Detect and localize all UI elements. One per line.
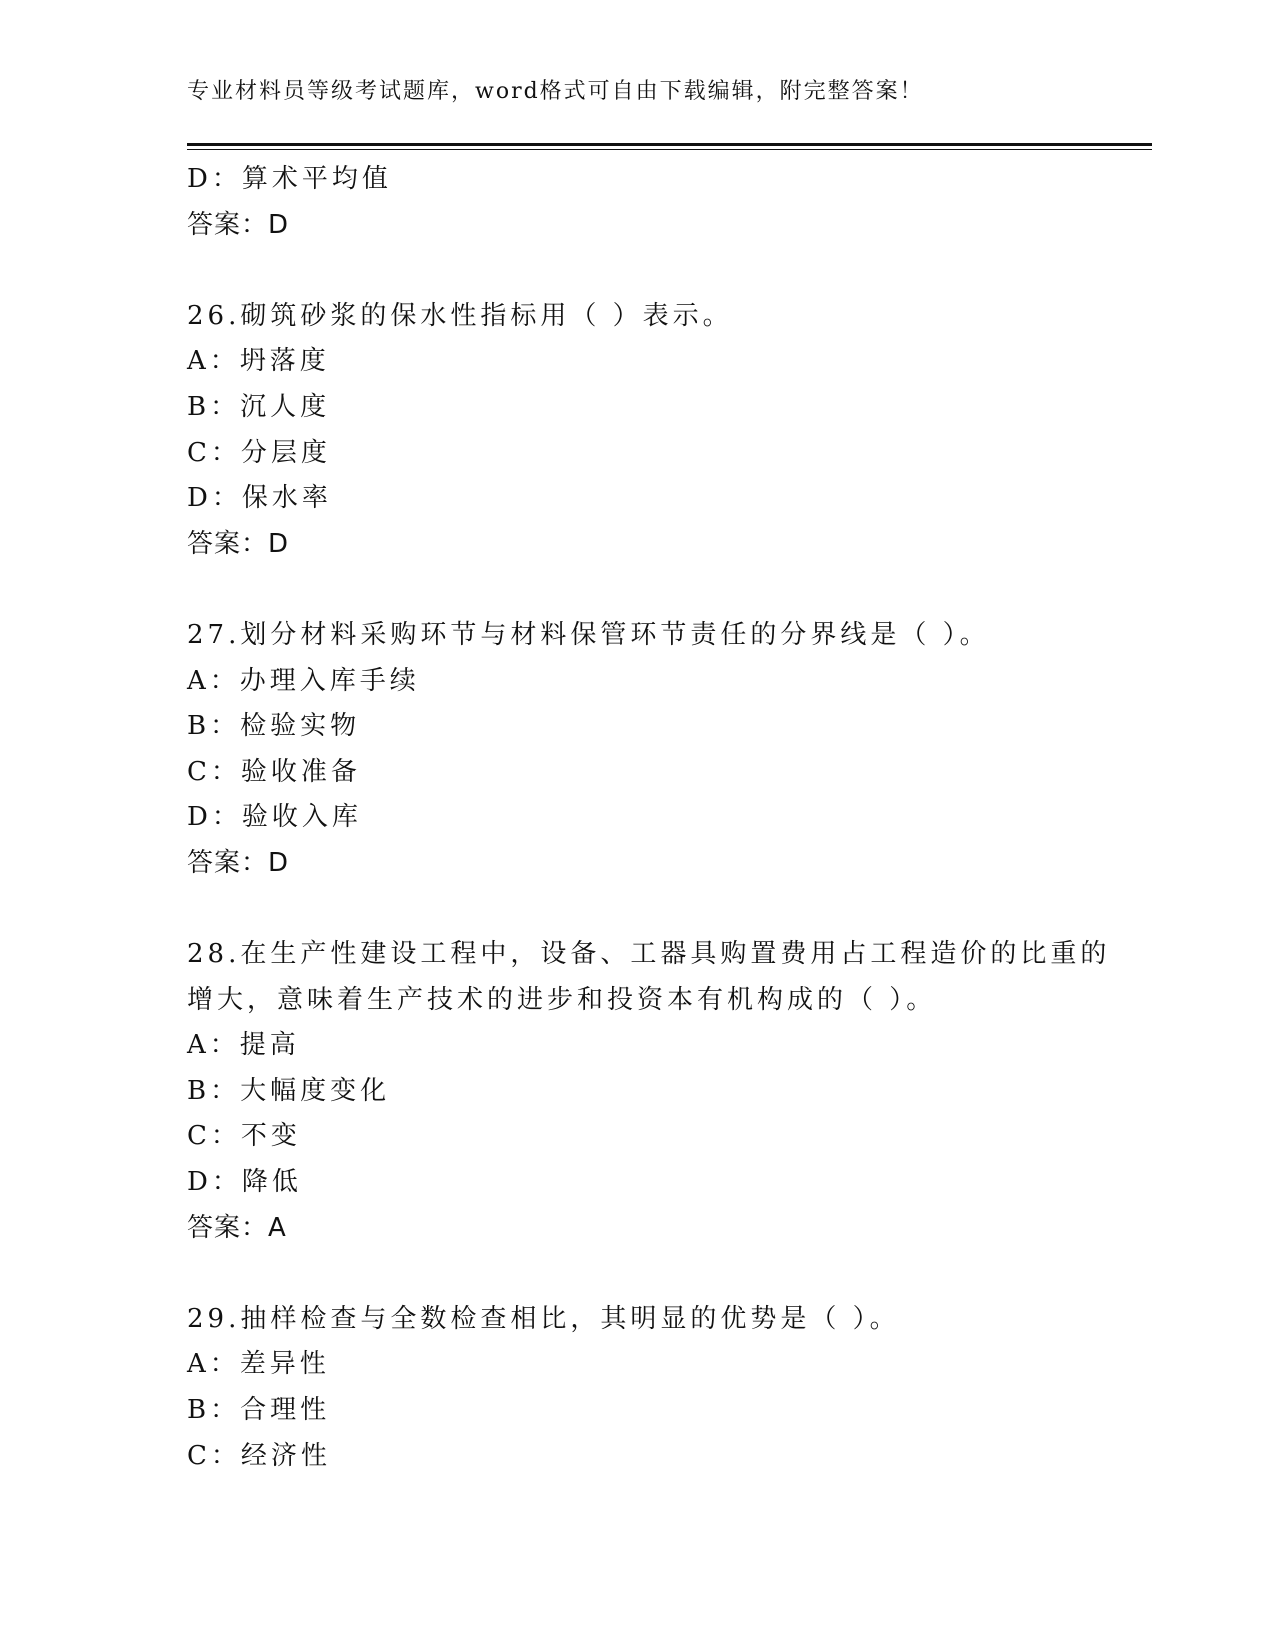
option-a: A：提高 xyxy=(187,1030,300,1061)
question-stem-line-1: 28.在生产性建设工程中，设备、工器具购置费用占工程造价的比重的 xyxy=(187,939,1111,970)
header-note: 专业材料员等级考试题库，word格式可自由下载编辑，附完整答案！ xyxy=(187,79,924,104)
option-c: C：不变 xyxy=(187,1121,301,1152)
question-list xyxy=(187,157,1111,1479)
option-d: D：算术平均值 xyxy=(187,164,392,194)
option-b: B：检验实物 xyxy=(187,711,361,742)
option-c: C：分层度 xyxy=(187,437,331,468)
option-b: B：合理性 xyxy=(187,1395,331,1426)
header-rule-thick xyxy=(187,143,1152,146)
option-a: A：坍落度 xyxy=(187,346,330,377)
option-a: A：办理入库手续 xyxy=(187,665,420,696)
option-a: A：差异性 xyxy=(187,1349,330,1380)
spacer xyxy=(187,248,1087,294)
option-c: C：经济性 xyxy=(187,1440,331,1471)
option-b: B：大幅度变化 xyxy=(187,1075,391,1106)
answer-line: 答案：D xyxy=(187,209,290,240)
question-stem: 26.砌筑砂浆的保水性指标用（ ）表示。 xyxy=(187,300,733,331)
header-rule-thin xyxy=(187,149,1152,150)
answer-line: 答案：A xyxy=(187,1212,287,1243)
option-d: D：保水率 xyxy=(187,483,332,514)
question-stem: 29.抽样检查与全数检查相比，其明显的优势是（ ）。 xyxy=(187,1303,900,1334)
option-b: B：沉人度 xyxy=(187,391,331,422)
spacer xyxy=(187,1251,1087,1297)
spacer xyxy=(187,887,1087,933)
option-d: D：验收入库 xyxy=(187,802,362,833)
question-stem-line-2: 增大，意味着生产技术的进步和投资本有机构成的（ ）。 xyxy=(187,984,937,1015)
question-stem: 27.划分材料采购环节与材料保管环节责任的分界线是（ ）。 xyxy=(187,619,990,650)
spacer xyxy=(187,567,1087,613)
option-d: D：降低 xyxy=(187,1167,302,1198)
answer-line: 答案：D xyxy=(187,528,290,559)
answer-line: 答案：D xyxy=(187,847,290,878)
option-c: C：验收准备 xyxy=(187,756,361,787)
